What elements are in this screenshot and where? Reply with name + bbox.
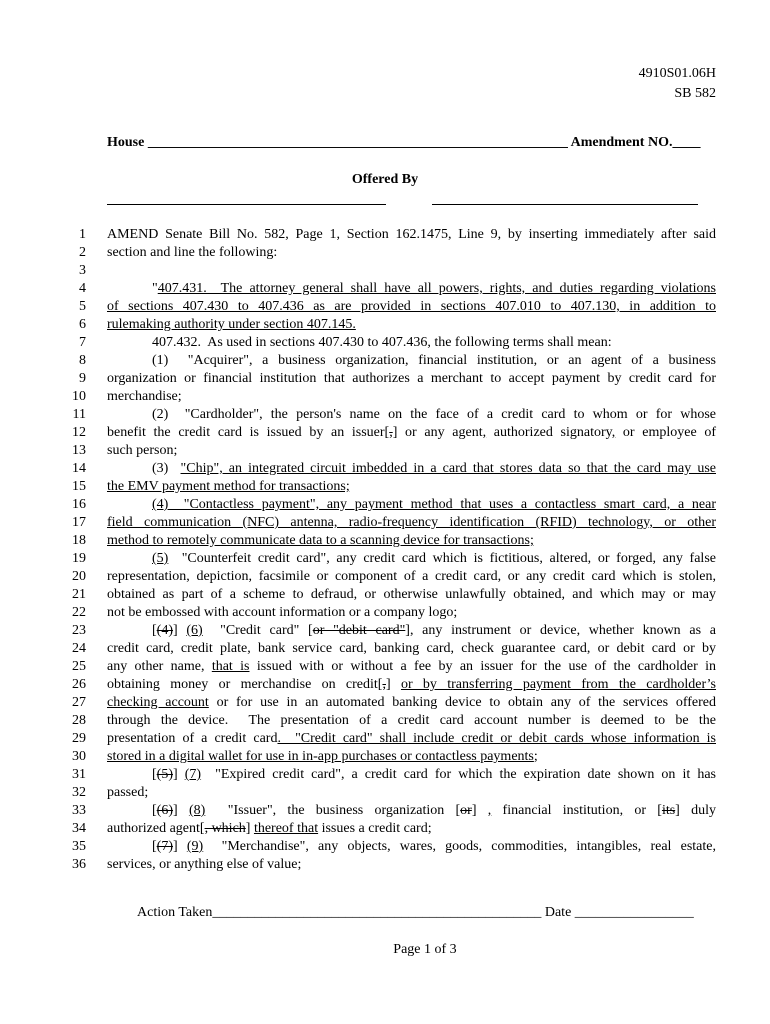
line-text [152, 460, 716, 478]
text-segment: credit card, credit plate, bank service card, banking card, check guarantee card, or debit card or by [107, 641, 716, 656]
inserted-text: the EMV payment method for transactions; [107, 479, 350, 494]
line-text [107, 298, 716, 316]
line-text [107, 568, 716, 586]
date-blank: _________________ [574, 905, 694, 920]
text-segment: "Merchandise", any objects, wares, goods, commodities, intangibles, real estate, [203, 839, 716, 854]
deleted-text: or "debit card" [312, 623, 406, 638]
inserted-text: , [487, 803, 492, 818]
line-text [152, 406, 716, 424]
text-segment: through the device. The presentation of a credit card account number is deemed to be the [107, 713, 716, 728]
deleted-text: (4) [156, 623, 173, 638]
line-number: 4 [79, 281, 86, 296]
action-taken-label: Action Taken [137, 905, 213, 920]
inserted-text: method to remotely communicate data to a scanning device for transactions; [107, 533, 534, 548]
text-line [0, 226, 770, 244]
inserted-text: (7) [184, 767, 202, 782]
inserted-text: rulemaking authority under section 407.145. [107, 317, 356, 332]
line-text [107, 586, 716, 604]
text-line [0, 280, 770, 298]
line-number: 34 [72, 821, 86, 836]
line-number: 25 [72, 659, 86, 674]
text-segment: authorized agent[ [107, 821, 205, 836]
line-text [107, 820, 716, 838]
action-taken-line [137, 905, 717, 921]
inserted-text: or by transferring payment from the cardholder’s [400, 677, 717, 692]
text-line [0, 460, 770, 478]
line-number: 24 [72, 641, 86, 656]
text-line [0, 442, 770, 460]
deleted-text: (6) [156, 803, 173, 818]
date-label: Date [544, 905, 572, 920]
line-number: 5 [79, 299, 86, 314]
text-segment: such person; [107, 443, 178, 458]
line-number: 19 [72, 551, 86, 566]
line-number: 18 [72, 533, 86, 548]
line-text [152, 280, 716, 298]
text-segment: benefit the credit card is issued by an issuer[ [107, 425, 390, 440]
doc-code: 4910S01.06H [638, 66, 716, 81]
text-segment: ] [173, 839, 187, 854]
house-amendment-line [107, 135, 714, 151]
text-segment: [ [152, 623, 157, 638]
inserted-text: , [482, 425, 487, 440]
inserted-text: (5) [152, 551, 169, 566]
text-segment: ], any instrument or device, whether known as a [405, 623, 716, 638]
text-segment: obtaining money or merchandise on credit[ [107, 677, 383, 692]
line-number: 32 [72, 785, 86, 800]
inserted-text: (9) [186, 839, 204, 854]
line-number: 17 [72, 515, 86, 530]
line-text [107, 694, 716, 712]
line-text [152, 766, 716, 784]
text-segment: obtained as part of a scheme to defraud, or otherwise unlawfully obtained, and which may or may [107, 587, 716, 602]
line-text [107, 442, 716, 460]
line-number: 26 [72, 677, 86, 692]
line-number: 27 [72, 695, 86, 710]
line-number: 1 [79, 227, 86, 242]
inserted-text: of sections 407.430 to 407.436 as are provided in sections 407.010 to 407.130, in addition to [107, 299, 716, 314]
deleted-text: , [389, 425, 393, 440]
line-number: 8 [79, 353, 86, 368]
amendment-text [0, 226, 770, 874]
text-segment: (2) "Cardholder", the person's name on the face of a credit card to whom or for whose [152, 407, 716, 422]
inserted-text: thereof that [253, 821, 319, 836]
inserted-text: that is [211, 659, 250, 674]
text-line [0, 856, 770, 874]
text-segment: ] [471, 803, 488, 818]
text-segment: AMEND Senate Bill No. 582, Page 1, Section 162.1475, Line 9, by inserting immediately after said [107, 227, 716, 242]
line-number: 20 [72, 569, 86, 584]
inserted-text: "Chip", an integrated circuit imbedded in a card that stores data so that the card may use [180, 461, 716, 476]
line-text [107, 658, 716, 676]
text-segment: authorized signatory [486, 425, 612, 440]
text-segment: merchandise; [107, 389, 182, 404]
text-line [0, 748, 770, 766]
text-segment: services, or anything else of value; [107, 857, 302, 872]
line-text [107, 532, 716, 550]
text-line [0, 730, 770, 748]
line-number: 36 [72, 857, 86, 872]
text-segment: financial institution [491, 803, 620, 818]
line-text [107, 226, 716, 244]
line-text [107, 712, 716, 730]
inserted-text: , [619, 803, 624, 818]
inserted-text: field communication (NFC) antenna, radio-frequency identification (RFID) technology, or other [107, 515, 716, 530]
inserted-text: . "Credit card" shall include credit or debit cards whose information is [277, 731, 716, 746]
page-number: Page 1 of 3 [393, 942, 457, 957]
line-number: 30 [72, 749, 86, 764]
line-number: 7 [79, 335, 86, 350]
line-text [152, 838, 716, 856]
line-text [152, 550, 716, 568]
house-blank: ____________________________________________________________ [147, 135, 568, 150]
text-line [0, 406, 770, 424]
inserted-text: (6) [186, 623, 203, 638]
line-text [107, 604, 716, 622]
line-text [107, 424, 716, 442]
text-segment: representation, depiction, facsimile or component of a credit card, or any credit card which is stolen, [107, 569, 716, 584]
offered-by-heading: Offered By [351, 172, 419, 187]
text-line [0, 478, 770, 496]
text-line [0, 712, 770, 730]
text-segment: "Expired credit card", a credit card for which the expiration date shown on it has [201, 767, 716, 782]
action-taken-blank: _______________________________________________ [212, 905, 542, 920]
line-text [107, 478, 716, 496]
text-line [0, 820, 770, 838]
text-segment: not be embossed with account information or a company logo; [107, 605, 458, 620]
line-number: 14 [72, 461, 86, 476]
text-line [0, 694, 770, 712]
inserted-text: 407.431. The attorney general shall have all powers, rights, and duties regarding violations [157, 281, 716, 296]
deleted-text: (5) [156, 767, 173, 782]
line-number: 6 [79, 317, 86, 332]
line-text [152, 334, 716, 352]
bill-number: SB 582 [674, 86, 716, 101]
text-segment: issues a credit card; [318, 821, 432, 836]
line-text [152, 802, 716, 820]
line-text [107, 856, 716, 874]
line-number: 29 [72, 731, 86, 746]
text-segment: issued with or without a fee by an issuer for the use of the cardholder in [249, 659, 716, 674]
text-segment: any other name, [107, 659, 212, 674]
line-number: 2 [79, 245, 86, 260]
text-line [0, 316, 770, 334]
deleted-text: (7) [156, 839, 173, 854]
line-number: 31 [72, 767, 86, 782]
text-segment: [ [152, 839, 157, 854]
deleted-text: or [460, 803, 472, 818]
text-line [0, 658, 770, 676]
text-line [0, 766, 770, 784]
line-text [107, 784, 716, 802]
line-number: 12 [72, 425, 86, 440]
line-number: 33 [72, 803, 86, 818]
line-text [152, 622, 716, 640]
text-line [0, 568, 770, 586]
line-number: 9 [79, 371, 86, 386]
house-label: House [107, 135, 145, 150]
text-segment: "Issuer", the business organization [ [205, 803, 461, 818]
text-segment: presentation of a credit card [107, 731, 278, 746]
text-line [0, 640, 770, 658]
line-number: 16 [72, 497, 86, 512]
text-line [0, 532, 770, 550]
text-segment: "Credit card" [ [202, 623, 313, 638]
text-segment: (3) [152, 461, 181, 476]
text-line [0, 802, 770, 820]
text-line [0, 784, 770, 802]
text-segment: ; [533, 749, 538, 764]
text-line [0, 244, 770, 262]
text-segment: ] [173, 767, 185, 782]
line-text [107, 388, 716, 406]
text-line [0, 370, 770, 388]
text-segment: ] [173, 803, 189, 818]
line-number: 28 [72, 713, 86, 728]
line-text [107, 316, 716, 334]
text-line [0, 424, 770, 442]
line-number: 21 [72, 587, 86, 602]
text-segment: (1) "Acquirer", a business organization, financial institution, or an agent of a business [152, 353, 716, 368]
text-line [0, 262, 770, 280]
text-segment: ] [385, 677, 401, 692]
line-text [152, 496, 716, 514]
inserted-text: stored in a digital wallet for use in in-app purchases or contactless payments [107, 749, 534, 764]
line-number: 23 [72, 623, 86, 638]
line-text [107, 748, 716, 766]
text-segment: or [ [623, 803, 662, 818]
text-segment: passed; [107, 785, 149, 800]
text-segment: ] duly [675, 803, 716, 818]
text-line [0, 334, 770, 352]
text-line [0, 586, 770, 604]
text-line [0, 838, 770, 856]
line-text [107, 514, 716, 532]
text-segment: "Counterfeit credit card", any credit card which is fictitious, altered, or forged, any false [168, 551, 716, 566]
inserted-text: (4) "Contactless payment", any payment method that uses a contactless smart card, a near [152, 497, 716, 512]
deleted-text: , [382, 677, 386, 692]
text-line [0, 496, 770, 514]
text-line [0, 388, 770, 406]
line-number: 3 [79, 263, 86, 278]
line-text [107, 676, 716, 694]
text-segment: ] [173, 623, 187, 638]
text-segment: 407.432. As used in sections 407.430 to 407.436, the following terms shall mean: [152, 335, 612, 350]
text-line [0, 622, 770, 640]
document-id [639, 64, 716, 104]
line-number: 22 [72, 605, 86, 620]
line-text [107, 370, 716, 388]
text-segment: or employee of [615, 425, 717, 440]
line-number: 35 [72, 839, 86, 854]
text-segment: organization or financial institution that authorizes a merchant to accept payment by credit card for [107, 371, 716, 386]
text-segment: ] [245, 821, 254, 836]
text-line [0, 604, 770, 622]
inserted-text: (8) [188, 803, 206, 818]
signature-line-right [432, 204, 698, 205]
text-line [0, 298, 770, 316]
inserted-text: , [611, 425, 616, 440]
text-segment: or for use in an automated banking device to obtain any of the services offered [208, 695, 717, 710]
text-segment: [ [152, 803, 157, 818]
deleted-text: , which [204, 821, 246, 836]
deleted-text: its [661, 803, 676, 818]
text-segment: [ [152, 767, 157, 782]
text-line [0, 352, 770, 370]
signature-line-left [107, 204, 386, 205]
inserted-text: checking account [107, 695, 209, 710]
line-number: 10 [72, 389, 86, 404]
text-segment: section and line the following: [107, 245, 278, 260]
text-line [0, 676, 770, 694]
line-number: 11 [72, 407, 86, 422]
text-segment: " [152, 281, 158, 296]
text-line [0, 514, 770, 532]
text-line [0, 550, 770, 568]
line-text [107, 244, 716, 262]
text-segment: ] or any agent [392, 425, 483, 440]
line-text [107, 730, 716, 748]
line-number: 13 [72, 443, 86, 458]
line-text [107, 640, 716, 658]
amendment-label: Amendment NO.____ [570, 135, 701, 150]
line-text [152, 352, 716, 370]
line-number: 15 [72, 479, 86, 494]
